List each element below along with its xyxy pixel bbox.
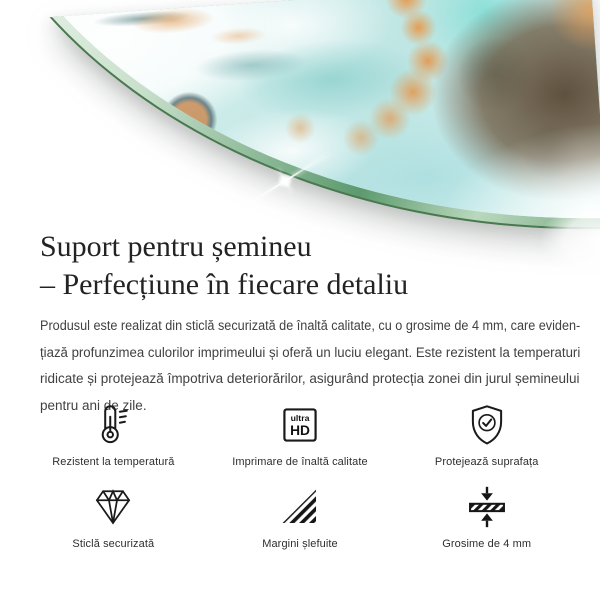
diamond-icon — [91, 484, 135, 530]
feature-grid — [20, 402, 580, 556]
description-line: țiază profunzimea culorilor imprimeului și oferă un luciu elegant. Este rezistent la temperaturi — [40, 344, 581, 360]
thickness-icon — [465, 484, 509, 530]
description-line: pentru ani de zile. — [40, 397, 147, 413]
feature-surface-protection — [393, 402, 580, 474]
feature-label: Margini șlefuite — [262, 538, 338, 550]
glass-disc-shadow — [0, 0, 600, 258]
feature-temperature — [20, 402, 207, 474]
feature-polished-edges — [207, 484, 394, 556]
feature-label: Rezistent la temperatură — [52, 456, 175, 468]
ultra-hd-text-bottom: HD — [290, 423, 310, 439]
feature-label: Protejează suprafața — [434, 456, 539, 468]
feature-label: Sticlă securizată — [72, 538, 155, 550]
feature-print-quality — [207, 402, 394, 474]
page-title-line1: Suport pentru șemineu — [40, 230, 312, 263]
feature-tempered-glass — [20, 484, 207, 556]
description-line: ridicate și protejează împotriva deteriorărilor, asigurând protecția zonei din jurul șemineului — [40, 371, 580, 386]
polished-edges-icon — [278, 484, 322, 530]
shield-check-icon — [465, 402, 509, 448]
thermometer-icon — [91, 402, 135, 448]
page-title — [40, 228, 585, 304]
feature-label: Grosime de 4 mm — [442, 538, 532, 550]
page-title-line2: – Perfecțiune în fiecare detaliu — [40, 268, 409, 301]
product-photo — [0, 0, 600, 258]
ultra-hd-icon — [278, 402, 322, 448]
feature-label: Imprimare de înaltă calitate — [232, 456, 368, 468]
ultra-hd-text-top: ultra — [290, 412, 310, 423]
feature-thickness — [393, 484, 580, 556]
description-line: Produsul este realizat din sticlă securizată de înaltă calitate, cu o grosime de 4 mm, care eviden- — [40, 318, 581, 333]
